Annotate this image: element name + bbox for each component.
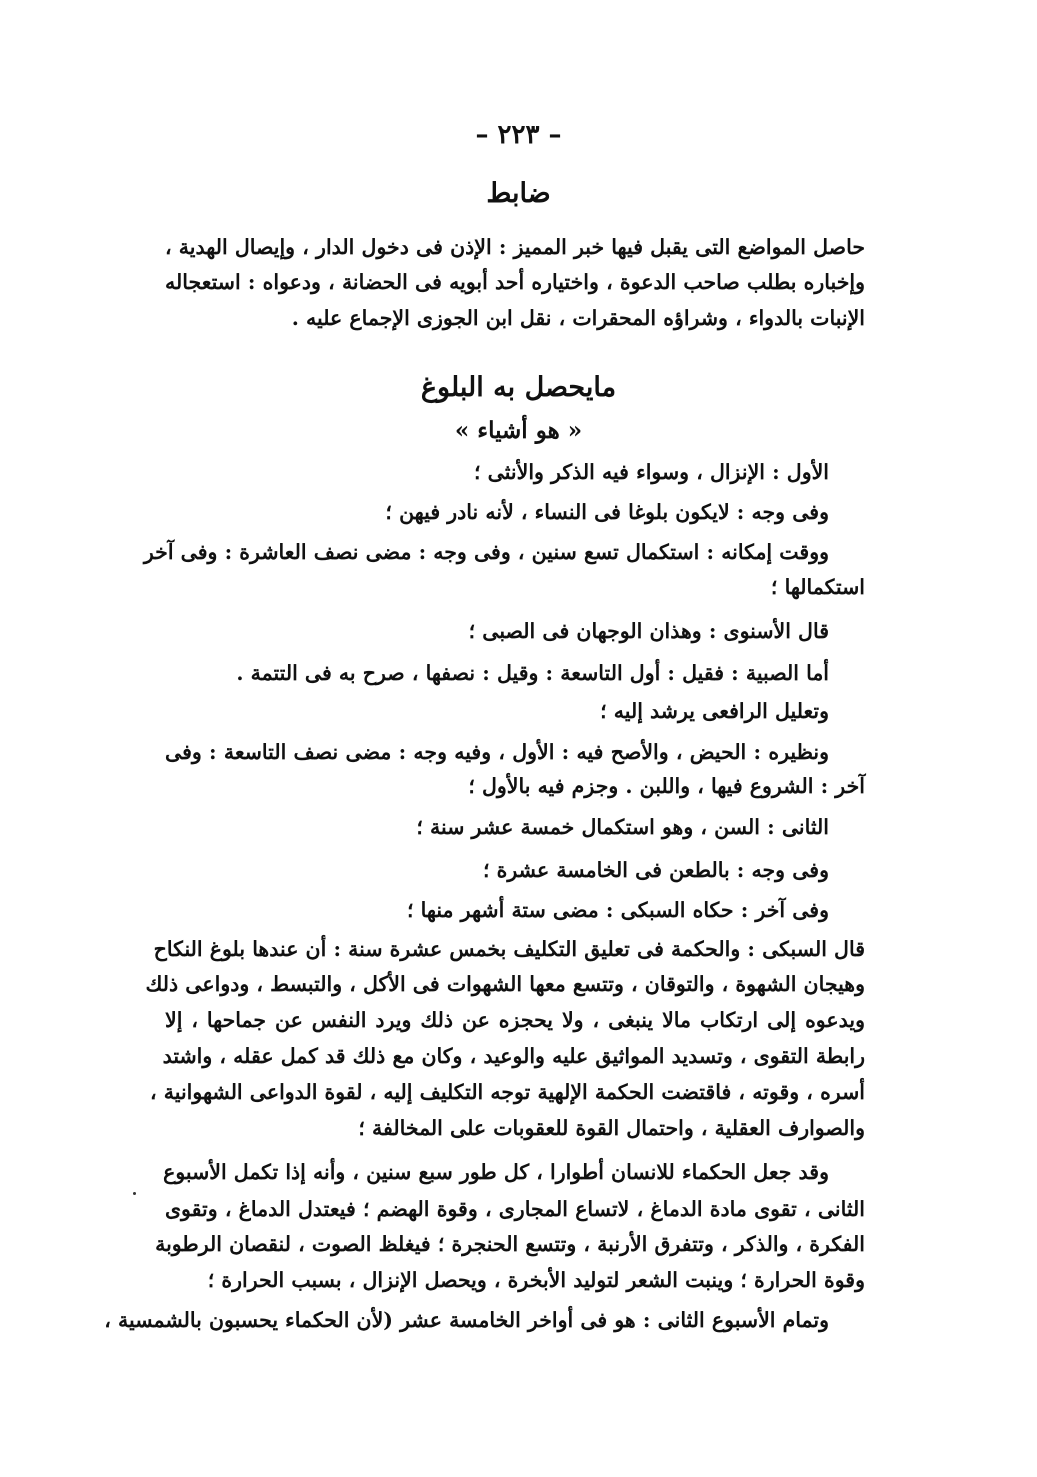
paragraph-line: وتعليل الرافعى يرشد إليه ؛ bbox=[600, 699, 829, 723]
paragraph-line: الأول : الإنزال ، وسواء فيه الذكر والأنثى ؛ bbox=[474, 460, 829, 484]
paragraph-line: وقد جعل الحكماء للانسان أطوارا ، كل طور سبع سنين ، وأنه إذا تكمل الأسبوع bbox=[163, 1160, 829, 1184]
paragraph-line: وفى آخر : حكاه السبكى : مضى ستة أشهر منها ؛ bbox=[407, 898, 829, 922]
paragraph-line: ويدعوه إلى ارتكاب مالا ينبغى ، ولا يحجزه عن ذلك ويرد النفس عن جماحها ، إلا bbox=[165, 1008, 865, 1032]
paragraph-line: وهيجان الشهوة ، والتوقان ، وتتسع معها الشهوات فى الأكل ، والتبسط ، ودواعى ذلك bbox=[145, 972, 865, 996]
paragraph-line: أسره ، وقوته ، فاقتضت الحكمة الإلهية توجه التكليف إليه ، لقوة الدواعى الشهوانية ، bbox=[150, 1080, 865, 1104]
paragraph-line: قال السبكى : والحكمة فى تعليق التكليف بخمس عشرة سنة : أن عندها بلوغ النكاح bbox=[153, 937, 865, 961]
paragraph-line: آخر : الشروع فيها ، واللبن . وجزم فيه بالأول ؛ bbox=[468, 774, 865, 798]
section-subtitle: « هو أشياء » bbox=[454, 417, 583, 444]
section-title-dabit: ضابط bbox=[486, 178, 551, 209]
paragraph-line: ونظيره : الحيض ، والأصح فيه : الأول ، وفيه وجه : مضى نصف التاسعة : وفى bbox=[165, 740, 829, 764]
paragraph-line: استكمالها ؛ bbox=[770, 575, 865, 599]
paragraph-line: أما الصبية : فقيل : أول التاسعة : وقيل : نصفها ، صرح به فى التتمة . bbox=[236, 661, 829, 685]
paragraph-line: وقوة الحرارة ؛ وينبت الشعر لتوليد الأبخرة ، ويحصل الإنزال ، بسبب الحرارة ؛ bbox=[207, 1268, 865, 1292]
paragraph-line: وفى وجه : لايكون بلوغا فى النساء ، لأنه نادر فيهن ؛ bbox=[385, 500, 829, 524]
paragraph-line: والصوارف العقلية ، واحتمال القوة للعقوبات على المخالفة ؛ bbox=[358, 1116, 865, 1140]
paragraph-line: الإنبات بالدواء ، وشراؤه المحقرات ، نقل ابن الجوزى الإجماع عليه . bbox=[291, 306, 865, 330]
paragraph-line: وفى وجه : بالطعن فى الخامسة عشرة ؛ bbox=[482, 858, 829, 882]
paragraph-line: الثانى : السن ، وهو استكمال خمسة عشر سنة ؛ bbox=[416, 815, 829, 839]
paragraph-line: وتمام الأسبوع الثانى : هو فى أواخر الخامسة عشر (لأن الحكماء يحسبون بالشمسية ، bbox=[104, 1308, 829, 1332]
section-title-bulugh: مايحصل به البلوغ bbox=[420, 372, 617, 403]
paragraph-line: وإخباره بطلب صاحب الدعوة ، واختياره أحد أبويه فى الحضانة ، ودعواه : استعجاله bbox=[165, 270, 865, 294]
page-number: – ٢٢٣ – bbox=[475, 120, 562, 150]
paragraph-line: حاصل المواضع التى يقبل فيها خبر المميز : الإذن فى دخول الدار ، وإيصال الهدية ، bbox=[165, 235, 865, 259]
paragraph-line: ووقت إمكانه : استكمال تسع سنين ، وفى وجه : مضى نصف العاشرة : وفى آخر bbox=[143, 540, 829, 564]
ink-speck bbox=[133, 1192, 136, 1195]
paragraph-line: الفكرة ، والذكر ، وتتفرق الأرنبة ، وتتسع الحنجرة ؛ فيغلظ الصوت ، لنقصان الرطوبة bbox=[155, 1232, 865, 1256]
paragraph-line: الثانى ، تقوى مادة الدماغ ، لاتساع المجارى ، وقوة الهضم ؛ فيعتدل الدماغ ، وتقوى bbox=[165, 1197, 865, 1221]
paragraph-line: رابطة التقوى ، وتسديد المواثيق عليه والوعيد ، وكان مع ذلك قد كمل عقله ، واشتد bbox=[162, 1044, 865, 1068]
paragraph-line: قال الأسنوى : وهذان الوجهان فى الصبى ؛ bbox=[468, 619, 829, 643]
